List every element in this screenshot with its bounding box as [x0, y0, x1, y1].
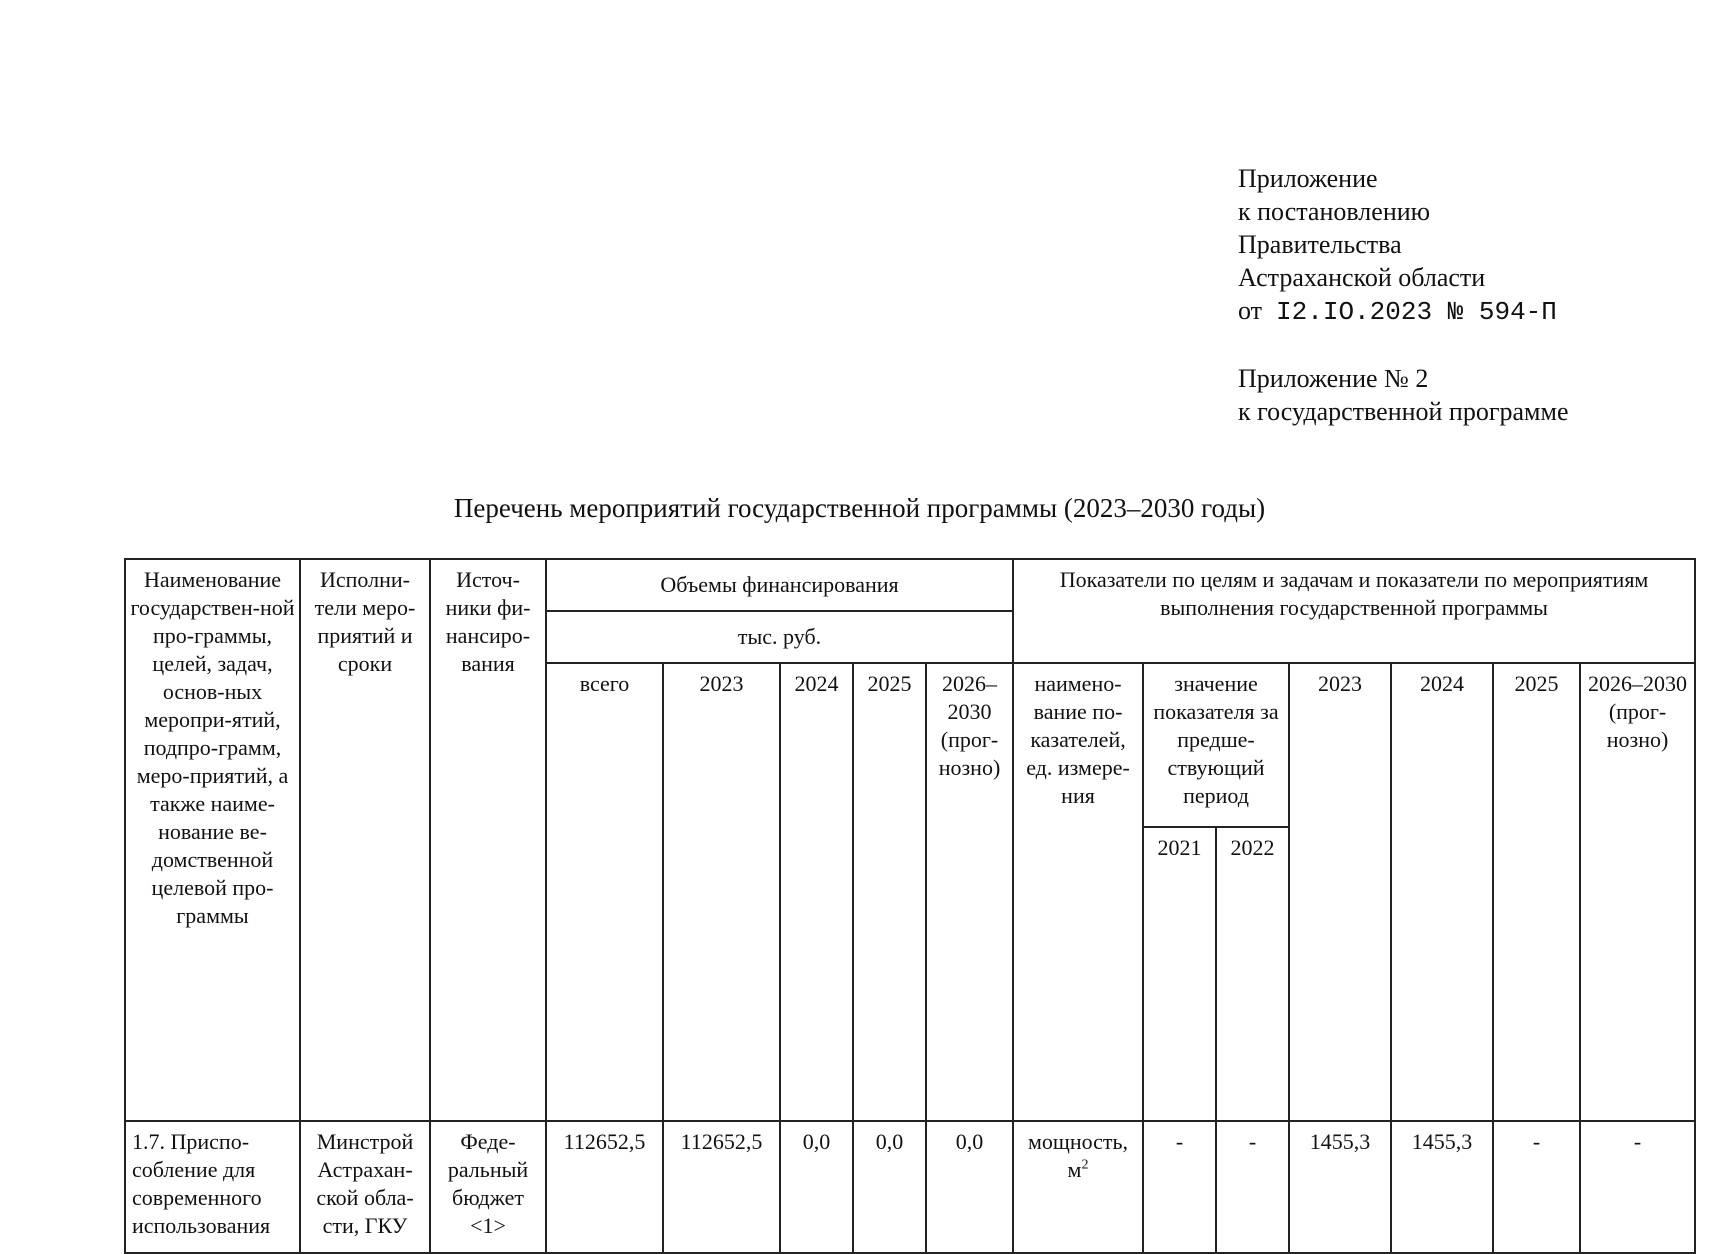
row-ind-2026-2030: - [1580, 1121, 1695, 1253]
row-ind-2024: 1455,3 [1391, 1121, 1493, 1253]
row-executors: Минстрой Астрахан-ской обла-сти, ГКУ [300, 1121, 430, 1253]
header-indicator-name: наимено-вание по-казателей, ед. измере-ния [1013, 663, 1143, 1121]
appendix2-line1: Приложение № 2 [1238, 364, 1429, 393]
row-indicator-name [1013, 1121, 1143, 1253]
date-stamp: I2.IO.2023 № 594-П [1276, 297, 1557, 327]
header-name: Наименование государствен-ной про-граммы, целей, задач, основ-ных меропри-ятий, подпро-грамм, меро-приятий, а также наиме-нование ве-домственной целевой про-граммы [125, 559, 300, 1121]
row-2023: 112652,5 [663, 1121, 780, 1253]
header-2021: 2021 [1143, 827, 1216, 1121]
appendix-block [1238, 162, 1569, 428]
header-prev-value: значение показателя за предше-ствующий период [1143, 663, 1289, 827]
row-2021: - [1143, 1121, 1216, 1253]
table-row [125, 1121, 1695, 1253]
row-ind-2023: 1455,3 [1289, 1121, 1391, 1253]
header-funding-unit: тыс. руб. [546, 611, 1013, 663]
header-2024: 2024 [780, 663, 853, 1121]
indicator-unit-sup: 2 [1081, 1157, 1089, 1173]
row-sources: Феде-ральный бюджет <1> [430, 1121, 546, 1253]
appendix2-line2: к государственной программе [1238, 397, 1569, 426]
header-2026-2030: 2026–2030 (прог-нозно) [926, 663, 1013, 1121]
appendix-line: Приложение [1238, 164, 1378, 193]
row-2026-2030: 0,0 [926, 1121, 1013, 1253]
indicator-name-text: мощность, м [1027, 1129, 1129, 1182]
row-2025: 0,0 [853, 1121, 926, 1253]
appendix-line: Астраханской области [1238, 263, 1486, 292]
header-ind-2024: 2024 [1391, 663, 1493, 1121]
row-ind-2025: - [1493, 1121, 1580, 1253]
row-2024: 0,0 [780, 1121, 853, 1253]
header-sources: Источ-ники фи-нансиро-вания [430, 559, 546, 1121]
row-name: 1.7. Приспо-собление для современного использования [125, 1121, 300, 1253]
appendix-line: к постановлению [1238, 197, 1431, 226]
header-total: всего [546, 663, 663, 1121]
row-2022: - [1216, 1121, 1289, 1253]
appendix-date-line [1238, 294, 1569, 329]
header-2025: 2025 [853, 663, 926, 1121]
appendix-line: Правительства [1238, 230, 1402, 259]
row-total: 112652,5 [546, 1121, 663, 1253]
header-indicators: Показатели по целям и задачам и показатели по мероприятиям выполнения государственной программы [1013, 559, 1695, 663]
activities-table [124, 558, 1696, 1254]
header-funding: Объемы финансирования [546, 559, 1013, 611]
header-executors: Исполни-тели меро-приятий и сроки [300, 559, 430, 1121]
header-ind-2025: 2025 [1493, 663, 1580, 1121]
date-prefix: от [1238, 296, 1263, 325]
document-title: Перечень мероприятий государственной программы (2023–2030 годы) [453, 493, 1266, 523]
header-ind-2026-2030: 2026–2030 (прог-нозно) [1580, 663, 1695, 1121]
header-2022: 2022 [1216, 827, 1289, 1121]
header-ind-2023: 2023 [1289, 663, 1391, 1121]
header-2023: 2023 [663, 663, 780, 1121]
